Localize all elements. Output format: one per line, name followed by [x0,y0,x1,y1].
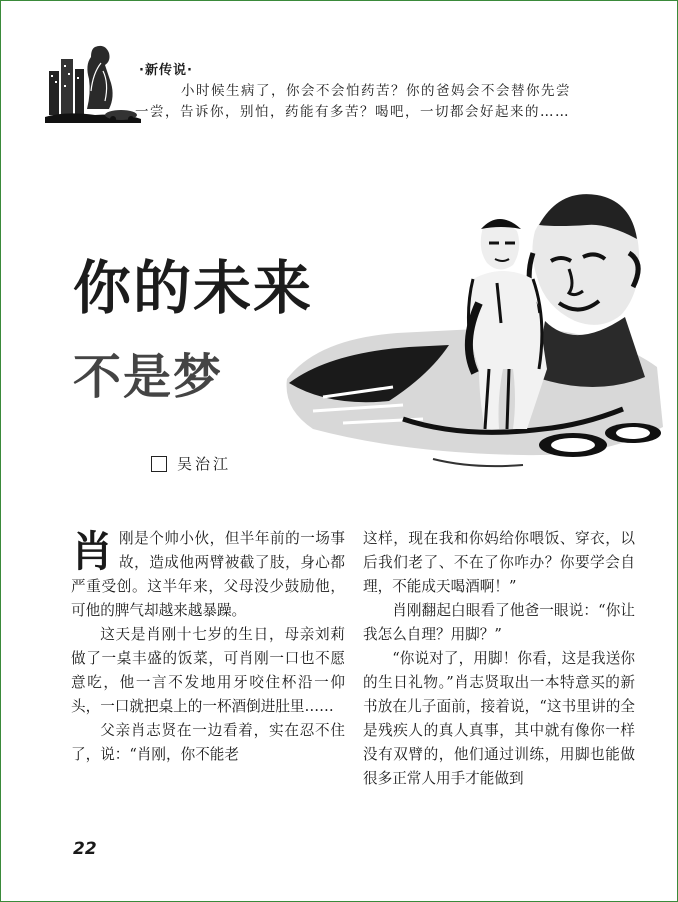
men-with-car-illustration [283,183,667,491]
article-paragraph: 父亲肖志贤在一边看着，实在忍不住了，说：“肖刚，你不能老 [71,722,345,763]
page-number: 22 [73,839,97,859]
article-paragraph: “你说对了，用脚！你看，这是我送你的生日礼物。”肖志贤取出一本特意买的新书放在儿子面前，接着说，“这书里讲的全是残疾人的真人真事，其中就有像你一样没有双臂的，他们通过训练，用脚也能做很多正常人用手才能做到 [363,650,635,787]
article-title-line-2: 不是梦 [73,349,224,405]
city-woman-illustration [43,41,143,125]
intro-line-2: 一尝，告诉你，别怕，药能有多苦？喝吧，一切都会好起来的…… [135,104,570,120]
article-paragraph: 这样，现在我和你妈给你喂饭、穿衣，以后我们老了、不在了你咋办？你要学会自理，不能成天喝酒啊！” [363,530,635,595]
paragraph-text: 刚是个帅小伙，但半年前的一场事故，造成他两臂被截了肢，身心都严重受创。这半年来，父母没少鼓励他，可他的脾气却越来越暴躁。 [71,530,345,619]
article-title-line-1: 你的未来 [73,254,314,322]
author-box-icon [151,456,167,472]
section-tag: ·新传说· [139,63,193,78]
author-name: 吴治江 [177,455,232,473]
article-paragraph: 肖刚翻起白眼看了他爸一眼说：“你让我怎么自理？用脚？” [363,602,635,643]
author-byline [151,453,231,474]
intro-text [135,81,645,123]
article-paragraph [71,527,345,623]
article-paragraph: 这天是肖刚十七岁的生日，母亲刘莉做了一桌丰盛的饭菜，可肖刚一口也不愿意吃，他一言不发地用牙咬住杯沿一仰头，一口就把桌上的一杯酒倒进肚里…… [71,626,345,715]
drop-cap: 肖 [71,527,114,576]
article-column-right [363,527,635,791]
article-column-left [71,527,345,767]
intro-line-1: 小时候生病了，你会不会怕药苦？你的爸妈会不会替你先尝 [181,83,571,99]
